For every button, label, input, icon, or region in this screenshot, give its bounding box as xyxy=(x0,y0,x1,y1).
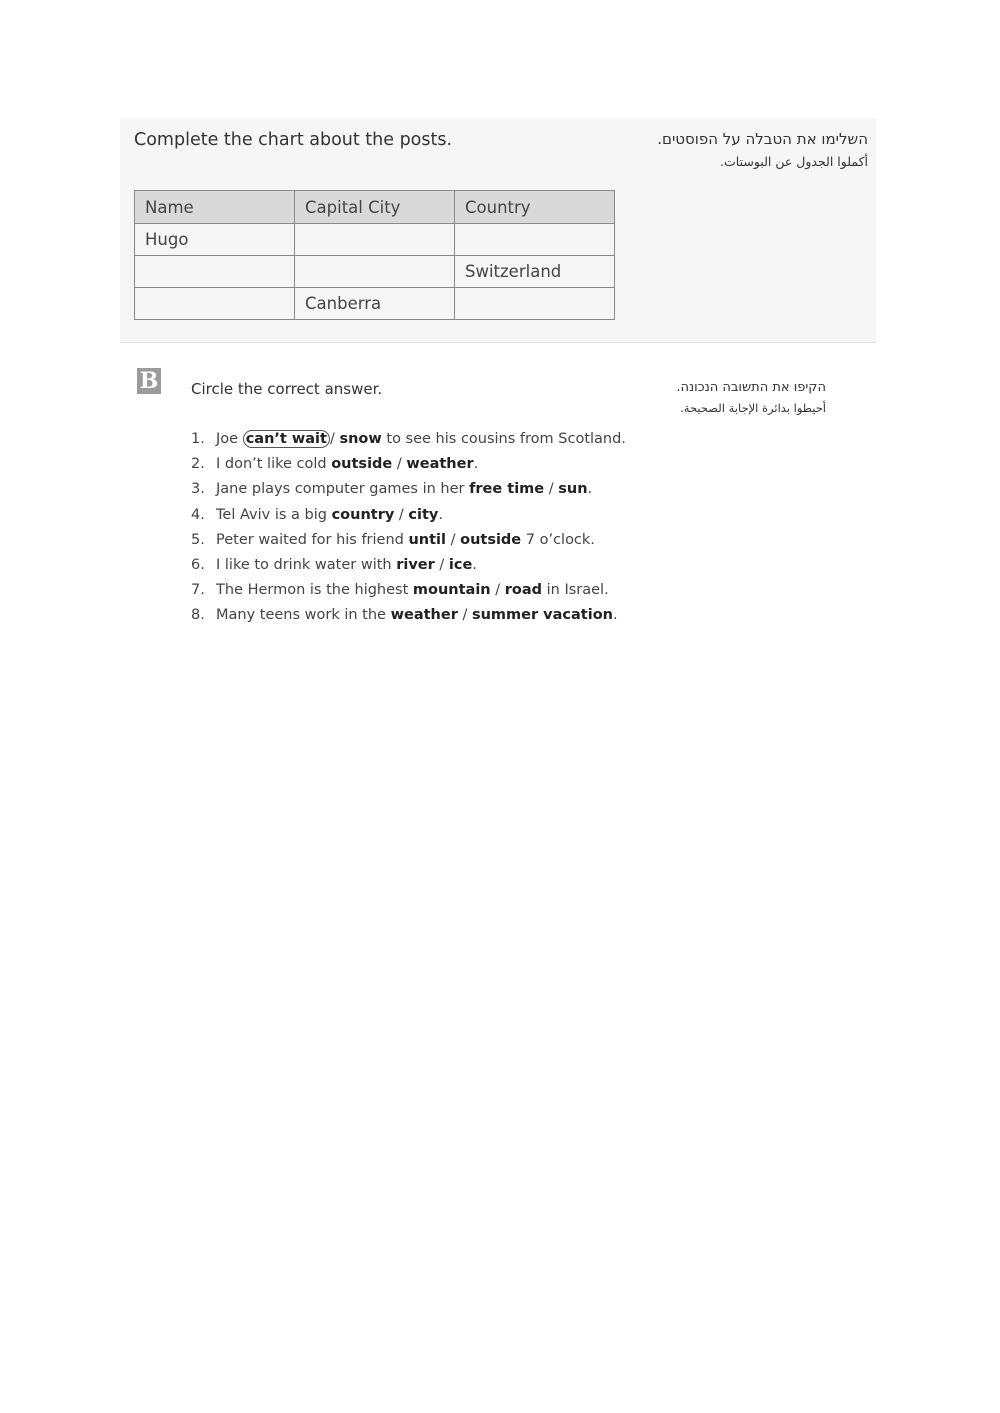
table-cell[interactable]: Hugo xyxy=(135,224,295,256)
table-cell[interactable] xyxy=(295,256,455,288)
item-number: 1. xyxy=(191,431,205,447)
list-item xyxy=(191,579,626,604)
item-text: I like to drink water with xyxy=(216,556,397,573)
list-item xyxy=(191,453,626,478)
option[interactable]: country xyxy=(331,506,395,523)
option[interactable]: weather xyxy=(390,607,458,624)
option[interactable]: sun xyxy=(558,481,588,498)
item-text: 7 o’clock. xyxy=(521,531,595,548)
option-separator: / xyxy=(394,506,409,523)
table-cell[interactable] xyxy=(295,224,455,256)
section-b-label-box: B xyxy=(137,368,161,394)
item-number: 2. xyxy=(191,456,205,473)
option[interactable]: outside xyxy=(331,456,393,473)
item-text: in Israel. xyxy=(542,582,609,599)
item-number: 4. xyxy=(191,506,205,523)
item-text: Many teens work in the xyxy=(216,607,391,624)
item-number: 5. xyxy=(191,531,205,548)
table-cell[interactable] xyxy=(135,288,295,320)
item-text: . xyxy=(612,607,618,624)
option-separator: / xyxy=(329,431,340,447)
table-cell[interactable] xyxy=(455,288,615,320)
item-text: . xyxy=(587,481,593,498)
option[interactable]: until xyxy=(408,531,446,548)
option[interactable]: ice xyxy=(448,556,473,573)
list-item xyxy=(191,604,626,629)
option[interactable]: free time xyxy=(469,481,545,498)
item-text: . xyxy=(438,506,443,523)
option-separator: / xyxy=(434,556,449,573)
item-number: 7. xyxy=(191,582,205,599)
option[interactable]: road xyxy=(504,582,543,599)
option[interactable]: snow xyxy=(339,431,382,447)
item-text: Jane plays computer games in her xyxy=(216,481,470,498)
table-cell[interactable]: Canberra xyxy=(295,288,455,320)
section-b-arabic-instruction: أحيطوا بدائرة الإجابة الصحيحة. xyxy=(680,401,826,415)
item-text: . xyxy=(472,556,477,573)
table-cell[interactable]: Switzerland xyxy=(455,256,615,288)
item-text: . xyxy=(473,456,479,473)
table-row xyxy=(135,224,615,256)
header-country: Country xyxy=(455,191,615,224)
item-text: The Hermon is the highest xyxy=(216,582,413,599)
section-a-hebrew-instruction: השלימו את הטבלה על הפוסטים. xyxy=(657,130,868,148)
posts-chart-table xyxy=(134,190,615,320)
item-text: Joe xyxy=(216,431,243,447)
item-text: I don’t like cold xyxy=(216,456,332,473)
section-b-hebrew-instruction: הקיפו את התשובה הנכונה. xyxy=(676,380,826,395)
section-divider xyxy=(120,342,876,343)
list-item xyxy=(191,554,626,579)
option[interactable]: outside xyxy=(460,531,522,548)
item-number: 3. xyxy=(191,481,205,498)
section-a-title: Complete the chart about the posts. xyxy=(134,130,453,150)
option-separator: / xyxy=(457,607,472,624)
table-header-row xyxy=(135,191,615,224)
item-text: Peter waited for his friend xyxy=(216,531,409,548)
answer-list xyxy=(191,428,626,630)
option[interactable]: river xyxy=(396,556,435,573)
option[interactable]: summer vacation xyxy=(471,607,613,624)
item-text: to see his cousins from Scotland. xyxy=(381,431,626,447)
list-item xyxy=(191,529,626,554)
option[interactable]: weather xyxy=(406,456,474,473)
section-a-arabic-instruction: أكملوا الجدول عن البوستات. xyxy=(720,154,868,169)
header-capital-city: Capital City xyxy=(295,191,455,224)
option-separator: / xyxy=(392,456,407,473)
list-item xyxy=(191,478,626,503)
option-separator: / xyxy=(446,531,461,548)
list-item xyxy=(191,504,626,529)
table-row xyxy=(135,288,615,320)
option[interactable]: mountain xyxy=(412,582,491,599)
header-name: Name xyxy=(135,191,295,224)
table-row xyxy=(135,256,615,288)
option[interactable]: city xyxy=(408,506,439,523)
option-separator: / xyxy=(544,481,559,498)
item-number: 6. xyxy=(191,556,205,573)
option-separator: / xyxy=(490,582,505,599)
option-circled[interactable]: can’t wait xyxy=(243,430,330,448)
section-b-title: Circle the correct answer. xyxy=(191,380,383,398)
table-cell[interactable] xyxy=(135,256,295,288)
table-cell[interactable] xyxy=(455,224,615,256)
item-text: Tel Aviv is a big xyxy=(216,506,332,523)
list-item xyxy=(191,428,626,453)
item-number: 8. xyxy=(191,607,205,624)
